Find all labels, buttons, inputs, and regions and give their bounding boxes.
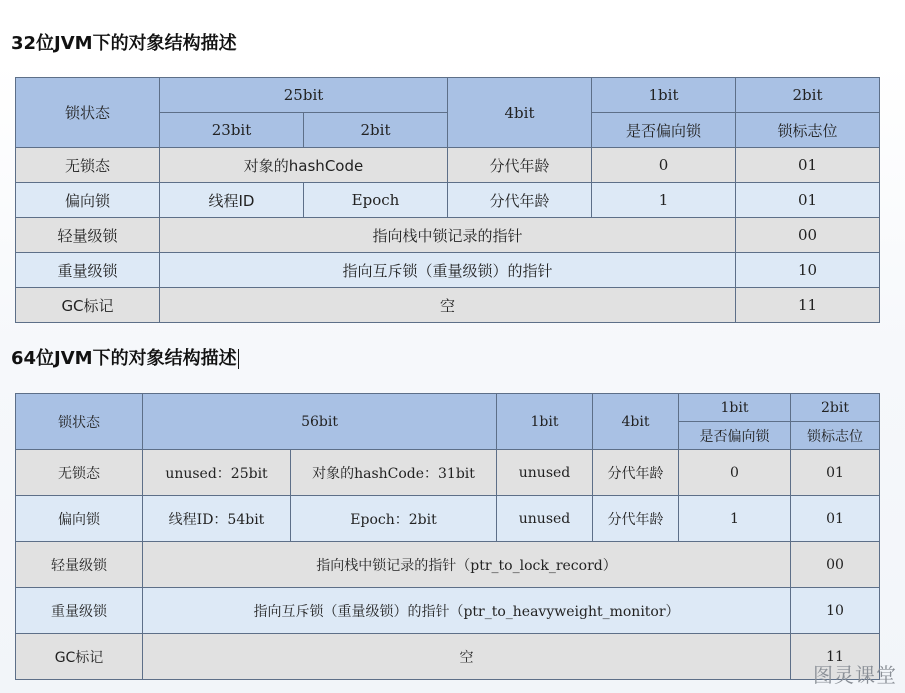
cell-flag: 11 bbox=[791, 634, 880, 680]
heading-64bit-text: 64位JVM下的对象结构描述 bbox=[11, 348, 237, 369]
cell-flag: 01 bbox=[791, 450, 880, 496]
state-heavyweight: 重量级锁 bbox=[16, 588, 143, 634]
cell-thread-id: 线程ID：54bit bbox=[143, 496, 291, 542]
state-gc: GC标记 bbox=[16, 288, 160, 323]
cell-flag: 01 bbox=[791, 496, 880, 542]
text-caret bbox=[238, 349, 239, 369]
header-is-biased: 是否偏向锁 bbox=[592, 113, 736, 148]
table-row bbox=[16, 588, 880, 634]
cell-unused-25bit: unused：25bit bbox=[143, 450, 291, 496]
header-2bit-sub: 2bit bbox=[304, 113, 448, 148]
cell-flag: 10 bbox=[791, 588, 880, 634]
cell-pointer: 指向互斥锁（重量级锁）的指针（ptr_to_heavyweight_monitor） bbox=[143, 588, 791, 634]
header-1bit: 1bit bbox=[679, 394, 791, 422]
state-lightweight: 轻量级锁 bbox=[16, 542, 143, 588]
cell-pointer: 指向栈中锁记录的指针（ptr_to_lock_record） bbox=[143, 542, 791, 588]
header-lock-flag: 锁标志位 bbox=[791, 422, 880, 450]
state-biased: 偏向锁 bbox=[16, 183, 160, 218]
header-1bit-unused: 1bit bbox=[497, 394, 593, 450]
cell-age: 分代年龄 bbox=[593, 450, 679, 496]
header-2bit: 2bit bbox=[791, 394, 880, 422]
cell-empty: 空 bbox=[143, 634, 791, 680]
cell-biased-bit: 1 bbox=[592, 183, 736, 218]
state-nolock: 无锁态 bbox=[16, 450, 143, 496]
header-1bit: 1bit bbox=[592, 78, 736, 113]
header-56bit: 56bit bbox=[143, 394, 497, 450]
cell-unused: unused bbox=[497, 496, 593, 542]
table-row bbox=[16, 450, 880, 496]
cell-age: 分代年龄 bbox=[593, 496, 679, 542]
watermark: 图灵课堂 bbox=[813, 663, 897, 687]
header-25bit: 25bit bbox=[160, 78, 448, 113]
header-lock-state: 锁状态 bbox=[16, 78, 160, 148]
cell-flag: 01 bbox=[736, 183, 880, 218]
cell-flag: 00 bbox=[736, 218, 880, 253]
cell-epoch: Epoch：2bit bbox=[291, 496, 497, 542]
cell-pointer: 指向互斥锁（重量级锁）的指针 bbox=[160, 253, 736, 288]
cell-pointer: 指向栈中锁记录的指针 bbox=[160, 218, 736, 253]
table-row bbox=[16, 542, 880, 588]
cell-epoch: Epoch bbox=[304, 183, 448, 218]
state-heavyweight: 重量级锁 bbox=[16, 253, 160, 288]
header-23bit: 23bit bbox=[160, 113, 304, 148]
cell-flag: 10 bbox=[736, 253, 880, 288]
cell-unused: unused bbox=[497, 450, 593, 496]
cell-hashcode: 对象的hashCode：31bit bbox=[291, 450, 497, 496]
header-is-biased: 是否偏向锁 bbox=[679, 422, 791, 450]
heading-64bit bbox=[11, 344, 239, 370]
cell-flag: 00 bbox=[791, 542, 880, 588]
heading-32bit: 32位JVM下的对象结构描述 bbox=[11, 33, 237, 54]
state-biased: 偏向锁 bbox=[16, 496, 143, 542]
state-nolock: 无锁态 bbox=[16, 148, 160, 183]
cell-biased-bit: 1 bbox=[679, 496, 791, 542]
cell-age: 分代年龄 bbox=[448, 183, 592, 218]
state-gc: GC标记 bbox=[16, 634, 143, 680]
cell-empty: 空 bbox=[160, 288, 736, 323]
table-row bbox=[16, 253, 880, 288]
cell-flag: 01 bbox=[736, 148, 880, 183]
table-row bbox=[16, 496, 880, 542]
table-32bit bbox=[15, 77, 880, 323]
state-lightweight: 轻量级锁 bbox=[16, 218, 160, 253]
cell-thread-id: 线程ID bbox=[160, 183, 304, 218]
cell-hashcode: 对象的hashCode bbox=[160, 148, 448, 183]
header-4bit: 4bit bbox=[448, 78, 592, 148]
cell-flag: 11 bbox=[736, 288, 880, 323]
cell-biased-bit: 0 bbox=[592, 148, 736, 183]
cell-age: 分代年龄 bbox=[448, 148, 592, 183]
header-4bit: 4bit bbox=[593, 394, 679, 450]
table-row bbox=[16, 183, 880, 218]
cell-biased-bit: 0 bbox=[679, 450, 791, 496]
header-2bit: 2bit bbox=[736, 78, 880, 113]
table-row bbox=[16, 288, 880, 323]
table-row bbox=[16, 218, 880, 253]
header-lock-flag: 锁标志位 bbox=[736, 113, 880, 148]
table-row bbox=[16, 634, 880, 680]
header-lock-state: 锁状态 bbox=[16, 394, 143, 450]
table-64bit bbox=[15, 393, 880, 680]
table-row bbox=[16, 148, 880, 183]
